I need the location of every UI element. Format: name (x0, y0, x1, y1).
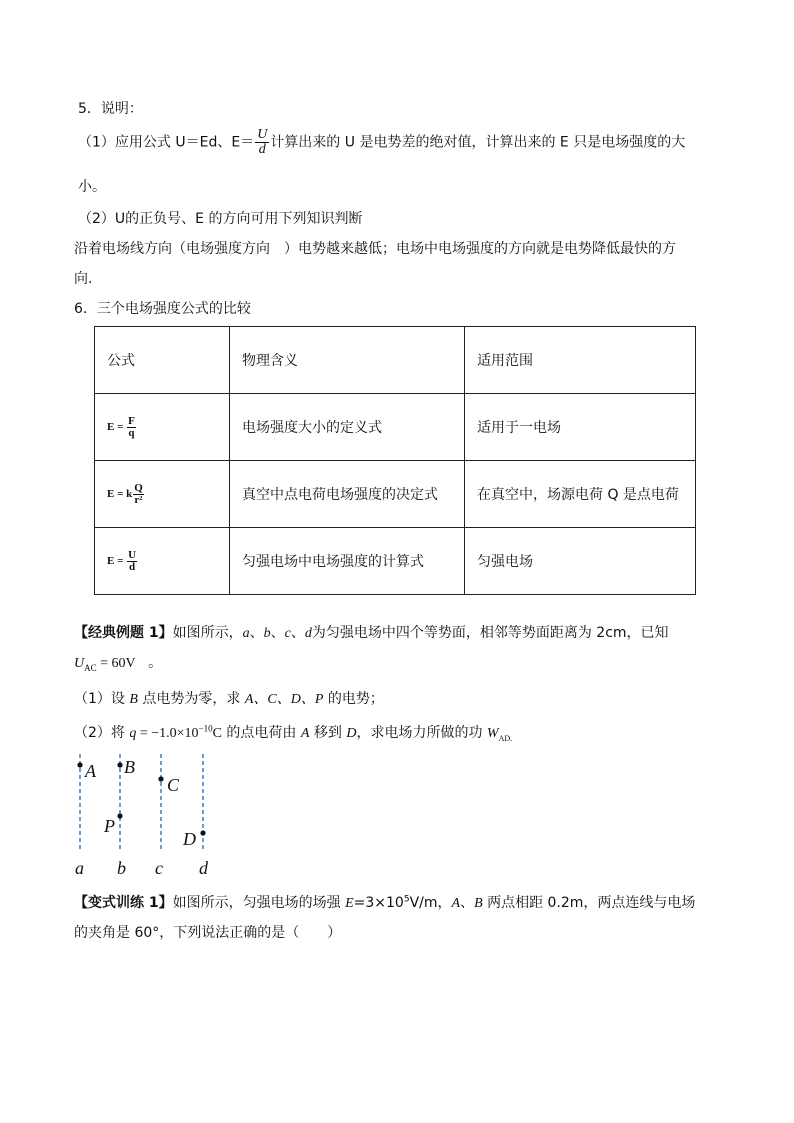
sec5-item2-line-a: 沿着电场线方向（电场强度方向 ）电势越来越低；电场中电场强度的方向就是电势降低最快的方 (74, 241, 676, 257)
point-c-label: C (167, 775, 180, 795)
formula-e-u-over-d (255, 128, 269, 157)
line-c-label: c (155, 858, 163, 878)
line-b-label: b (117, 858, 126, 878)
sec5-item1-cont: 小。 (78, 179, 106, 195)
header-meaning: 物理含义 (230, 327, 465, 394)
scope-cell: 匀强电场 (465, 528, 696, 595)
meaning-cell: 真空中点电荷电场强度的决定式 (230, 461, 465, 528)
point-p-dot (117, 813, 122, 818)
sec6-title: 6．三个电场强度公式的比较 (74, 301, 251, 317)
example1-uac: $U_{AC} = 60V$ 。 (74, 655, 163, 673)
sec5-item2-line-b: 向. (74, 271, 93, 287)
frac-numerator: U (257, 127, 268, 142)
formula-comparison-table (94, 326, 696, 595)
header-scope: 适用范围 (465, 327, 696, 394)
point-b-label: B (124, 757, 135, 777)
sec5-item1 (78, 128, 685, 157)
table-row (95, 394, 696, 461)
example1-stem: 【经典例题 1】如图所示，a、b、c、d为匀强电场中四个等势面，相邻等势面距离为 2cm，已知 (74, 625, 669, 641)
variant1-line2: 的夹角是 60°，下列说法正确的是（ ） (74, 925, 342, 941)
table-row (95, 528, 696, 595)
line-a-label: a (75, 858, 84, 878)
point-p-label: P (104, 816, 115, 836)
frac-denominator: d (258, 142, 266, 157)
table-row (95, 461, 696, 528)
charge-value: $q = -1.0\times 10^{-10}C$ (129, 723, 222, 741)
formula-definition: E = $\frac{F}{q}$ (107, 414, 135, 439)
sec5-item1-text-a: （1）应用公式 U＝Ed、E＝ (78, 134, 255, 151)
meaning-cell: 电场强度大小的定义式 (230, 394, 465, 461)
scope-cell: 在真空中，场源电荷 Q 是点电荷 (465, 461, 696, 528)
point-a-dot (77, 762, 82, 767)
example1-q2: （2）将 $q = -1.0\times 10^{-10}C$ 的点电荷由 A 移到 D，求电场力所做的功 $W_{AD.}$ (74, 723, 513, 743)
sec5-item2: （2）U的正负号、E 的方向可用下列知识判断 (78, 211, 363, 227)
example1-q1: （1）设 B 点电势为零，求 A、C、D、P 的电势； (74, 691, 384, 707)
formula-cell (95, 528, 230, 595)
point-d-dot (200, 830, 205, 835)
meaning-cell: 匀强电场中电场强度的计算式 (230, 528, 465, 595)
header-formula: 公式 (95, 327, 230, 394)
formula-point-charge: E = k $\frac{Q}{\text{r²}}$ (107, 481, 143, 506)
variant1-stem: 【变式训练 1】如图所示，匀强电场的场强 $E=3\times 10^5V/m$，A、B 两点相距 0.2m，两点连线与电场 (74, 894, 696, 911)
point-b-dot (117, 762, 122, 767)
variant1-tag: 【变式训练 1】 (74, 895, 173, 911)
point-d-label: D (183, 829, 196, 849)
sec5-item1-text-b: 计算出来的 U 是电势差的绝对值，计算出来的 E 只是电场强度的大 (270, 134, 686, 151)
point-a-label: A (85, 761, 96, 781)
work-symbol: $W_{AD.}$ (486, 726, 513, 743)
formula-uniform-field: E = $\frac{U}{d}$ (107, 548, 137, 573)
table-header-row (95, 327, 696, 394)
formula-cell (95, 461, 230, 528)
sec5-title: 5．说明： (78, 101, 143, 117)
point-c-dot (158, 776, 163, 781)
scope-cell: 适用于一电场 (465, 394, 696, 461)
formula-cell (95, 394, 230, 461)
uac-formula: $U_{AC} = 60V$ (74, 656, 136, 673)
line-d-label: d (199, 858, 208, 878)
example1-tag: 【经典例题 1】 (74, 625, 173, 641)
